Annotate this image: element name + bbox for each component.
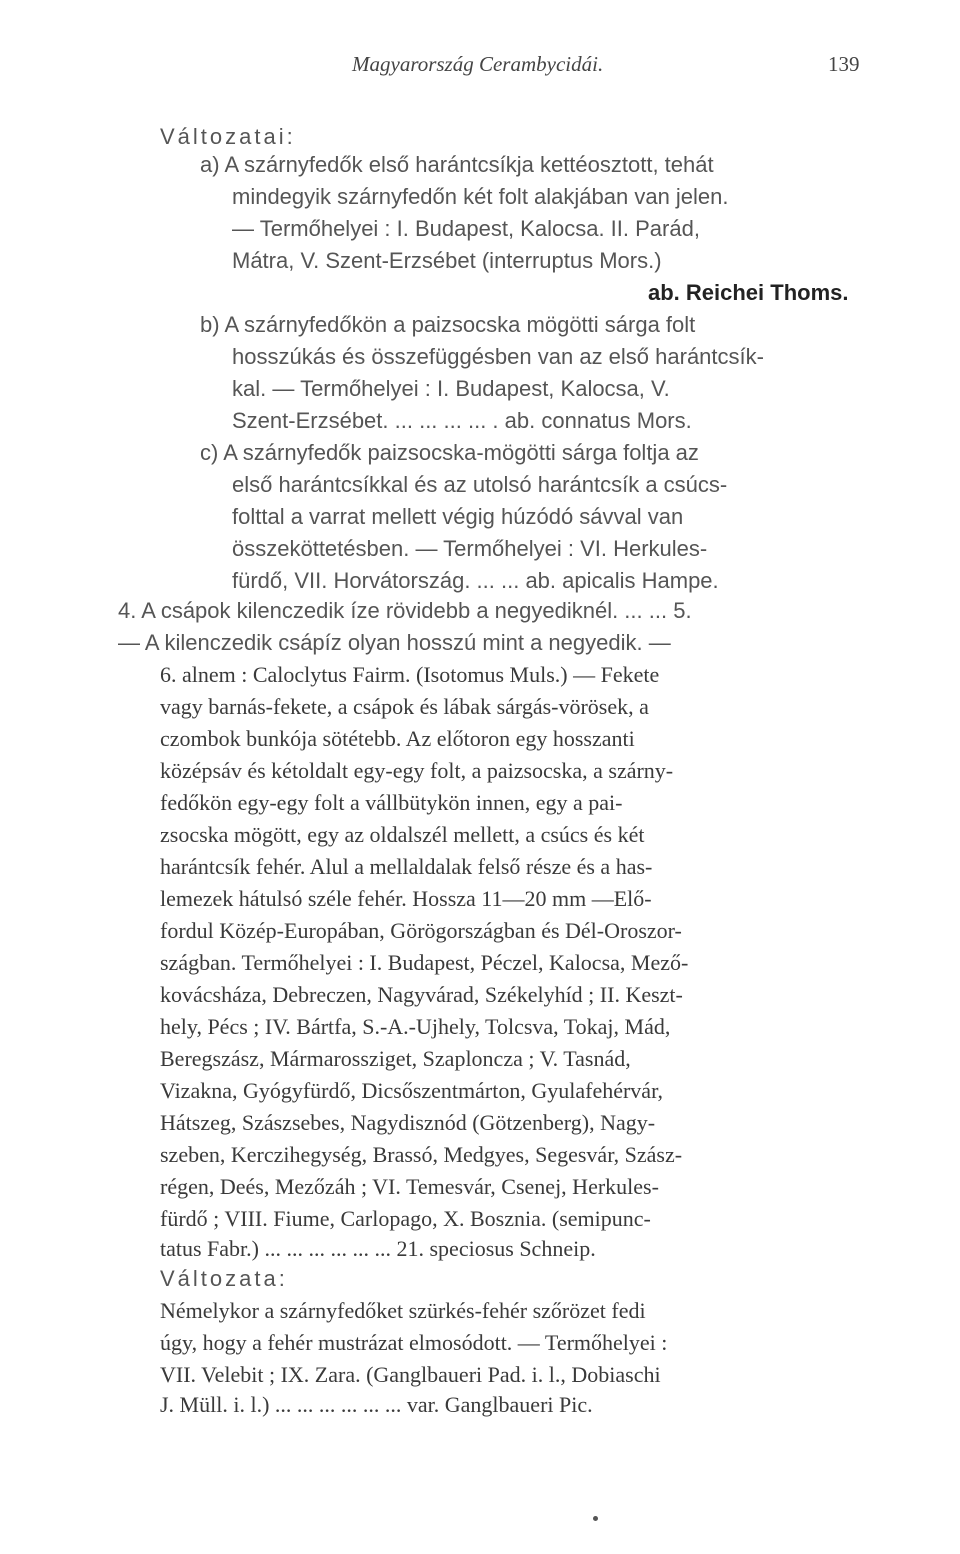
text-line: vagy barnás-fekete, a csápok és lábak sárgás-vörösek, a bbox=[160, 694, 649, 719]
text-line: zsocska mögött, egy az oldalszél mellett, a csúcs és két bbox=[160, 822, 645, 847]
text-line: b) A szárnyfedőkön a paizsocska mögötti sárga folt bbox=[200, 312, 696, 337]
text-line: régen, Deés, Mezőzáh ; VI. Temesvár, Csenej, Herkules- bbox=[160, 1174, 659, 1199]
text-line: Vizakna, Gyógyfürdő, Dicsőszentmárton, Gyulafehérvár, bbox=[160, 1078, 664, 1103]
text-line: folttal a varrat mellett végig húzódó sávval van bbox=[232, 504, 684, 529]
text-line: fordul Közép-Europában, Görögországban és Dél-Oroszor- bbox=[160, 918, 682, 943]
text-line: harántcsík fehér. Alul a mellaldalak felső része és a has- bbox=[160, 854, 653, 879]
text-line: Mátra, V. Szent-Erzsébet (interruptus Mors.) bbox=[232, 248, 662, 273]
text-line: — Termőhelyei : I. Budapest, Kalocsa. II. Parád, bbox=[232, 216, 700, 241]
running-header-title: Magyarország Cerambycidái. bbox=[352, 52, 604, 76]
section-heading-variations: Változatai: bbox=[160, 124, 296, 149]
text-line: a) A szárnyfedők első harántcsíkja kettéosztott, tehát bbox=[200, 152, 714, 177]
text-line: első harántcsíkkal és az utolsó harántcsík a csúcs- bbox=[232, 472, 728, 497]
text-line: lemezek hátulsó széle fehér. Hossza 11—20 mm —Elő- bbox=[160, 886, 652, 911]
text-line: kovácsháza, Debreczen, Nagyvárad, Székelyhíd ; II. Keszt- bbox=[160, 982, 683, 1007]
page-number: 139 bbox=[828, 52, 860, 76]
text-line: Némelykor a szárnyfedőket szürkés-fehér szőrözet fedi bbox=[160, 1298, 646, 1323]
text-line: J. Müll. i. l.) ... ... ... ... ... ... var. Ganglbaueri Pic. bbox=[160, 1392, 593, 1417]
text-line: szeben, Kerczihegység, Brassó, Medgyes, Segesvár, Szász- bbox=[160, 1142, 683, 1167]
text-line: Hátszeg, Szászsebes, Nagydisznód (Götzenberg), Nagy- bbox=[160, 1110, 656, 1135]
text-line: czombok bunkója sötétebb. Az előtoron egy hosszanti bbox=[160, 726, 635, 751]
text-line: fürdő, VII. Horvátország. ... ... ab. apicalis Hampe. bbox=[232, 568, 719, 593]
text-line: mindegyik szárnyfedőn két folt alakjában van jelen. bbox=[232, 184, 729, 209]
text-line: fedőkön egy-egy folt a vállbütykön innen, egy a pai- bbox=[160, 790, 623, 815]
text-line: tatus Fabr.) ... ... ... ... ... ... 21. speciosus Schneip. bbox=[160, 1236, 596, 1261]
text-line: 6. alnem : Caloclytus Fairm. (Isotomus Muls.) — Fekete bbox=[160, 662, 660, 687]
text-line: szágban. Termőhelyei : I. Budapest, Péczel, Kalocsa, Mező- bbox=[160, 950, 689, 975]
text-line: Szent-Erzsébet. ... ... ... ... . ab. connatus Mors. bbox=[232, 408, 692, 433]
text-line: Beregszász, Mármarossziget, Szaploncza ; V. Tasnád, bbox=[160, 1046, 631, 1071]
section-heading-variation: Változata: bbox=[160, 1266, 288, 1291]
text-line: összeköttetésben. — Termőhelyei : VI. Herkules- bbox=[232, 536, 708, 561]
text-line: — A kilenczedik csápíz olyan hosszú mint a negyedik. — bbox=[118, 630, 671, 655]
text-line: c) A szárnyfedők paizsocska-mögötti sárga foltja az bbox=[200, 440, 699, 465]
text-line: középsáv és kétoldalt egy-egy folt, a paizsocska, a szárny- bbox=[160, 758, 674, 783]
text-line: VII. Velebit ; IX. Zara. (Ganglbaueri Pad. i. l., Dobiaschi bbox=[160, 1362, 661, 1387]
speck-dot bbox=[593, 1516, 598, 1521]
text-line: hely, Pécs ; IV. Bártfa, S.-A.-Ujhely, Tolcsva, Tokaj, Mád, bbox=[160, 1014, 671, 1039]
text-line: hosszúkás és összefüggésben van az első harántcsík- bbox=[232, 344, 764, 369]
taxon-name: ab. Reichei Thoms. bbox=[648, 280, 849, 305]
text-line: kal. — Termőhelyei : I. Budapest, Kalocsa, V. bbox=[232, 376, 670, 401]
text-line: úgy, hogy a fehér mustrázat elmosódott. — Termőhelyei : bbox=[160, 1330, 668, 1355]
text-line: fürdő ; VIII. Fiume, Carlopago, X. Bosznia. (semipunc- bbox=[160, 1206, 651, 1231]
text-line: 4. A csápok kilenczedik íze rövidebb a negyediknél. ... ... 5. bbox=[118, 598, 692, 623]
